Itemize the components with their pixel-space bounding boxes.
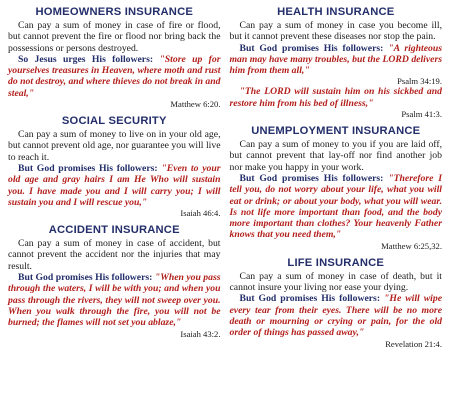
life-promise-label: But God promises His followers: bbox=[239, 293, 381, 305]
life-quote: "He will wipe every tear from their eyes. There will be no more death or mourning or crying or pain, for the old order of things has passed away," bbox=[229, 293, 443, 339]
health-promise-2 bbox=[230, 86, 443, 109]
homeowners-ref: Matthew 6:20. bbox=[170, 99, 221, 110]
homeowners-promise-label: So Jesus urges His followers: bbox=[18, 53, 154, 65]
health-quote-2: "The LORD will sustain him on his sickbed and restore him from his bed of illness," bbox=[229, 86, 442, 109]
accident-body: Can pay a sum of money in case of accident, but cannot prevent the accident nor the injuries that may result. bbox=[8, 238, 221, 272]
homeowners-promise bbox=[8, 54, 221, 99]
life-section bbox=[230, 257, 443, 349]
accident-title: ACCIDENT INSURANCE bbox=[48, 224, 180, 237]
health-title: HEALTH INSURANCE bbox=[277, 6, 395, 18]
accident-promise bbox=[8, 272, 221, 328]
health-promise-label: But God promises His followers: bbox=[239, 42, 384, 54]
social-title: SOCIAL SECURITY bbox=[61, 115, 167, 128]
unemployment-ref: Matthew 6:25,32. bbox=[381, 240, 442, 251]
health-promise bbox=[230, 43, 443, 77]
social-promise-label: But God promises His followers: bbox=[18, 162, 158, 174]
health-body: Can pay a sum of money in case you become ill, but it cannot prevent these diseases nor stop the pain. bbox=[229, 20, 442, 43]
health-quote: "A righteous man may have many troubles, but the LORD delivers him from them all," bbox=[229, 42, 443, 77]
life-promise bbox=[230, 293, 443, 338]
life-ref: Revelation 21:4. bbox=[385, 338, 442, 349]
accident-ref: Isaiah 43:2. bbox=[180, 328, 221, 339]
social-quote: "Even to your old age and gray hairs I am He Who will sustain you. I have made you and I will carry you; I will sustain you and I will rescue you," bbox=[8, 162, 221, 208]
homeowners-section bbox=[8, 6, 221, 109]
health-ref: Psalm 34:19. bbox=[397, 76, 442, 87]
accident-section bbox=[8, 224, 221, 338]
life-title: LIFE INSURANCE bbox=[287, 256, 385, 269]
unemployment-body: Can pay a sum of money to you if you are laid off, but cannot prevent that lay-off nor find another job nor make you happy in your work. bbox=[229, 139, 442, 173]
health-ref-2: Psalm 41:3. bbox=[401, 109, 442, 120]
unemployment-promise bbox=[230, 173, 443, 241]
homeowners-title: HOMEOWNERS INSURANCE bbox=[35, 6, 194, 18]
accident-promise-label: But God promises His followers: bbox=[18, 272, 153, 284]
unemployment-section bbox=[230, 125, 443, 251]
right-column bbox=[230, 6, 443, 414]
accident-quote: "When you pass through the waters, I will be with you; and when you pass through the rivers, they will not sweep over you. When you walk through the fire, you will not be burned; the flames will not set you ablaze," bbox=[8, 272, 221, 329]
unemployment-quote: "Therefore I tell you, do not worry about your life, what you will eat or drink; or about your body, what you will wear. Is not life more important than food, and the body more important than clothes? Your heavenly Father knows that you need them," bbox=[229, 172, 443, 241]
life-body: Can pay a sum of money in case of death, but it cannot insure your living nor ease your dying. bbox=[229, 270, 442, 294]
social-ref: Isaiah 46:4. bbox=[180, 208, 221, 219]
unemployment-title: UNEMPLOYMENT INSURANCE bbox=[251, 125, 421, 138]
unemployment-promise-label: But God promises His followers: bbox=[239, 172, 384, 184]
social-section bbox=[8, 115, 221, 218]
left-column bbox=[8, 6, 221, 414]
social-promise bbox=[8, 163, 221, 208]
homeowners-quote: "Store up for yourselves treasures in Heaven, where moth and rust do not destroy, and where thieves do not break in and steal," bbox=[8, 53, 221, 99]
homeowners-body: Can pay a sum of money in case of fire or flood, but cannot prevent the fire or flood nor bring back the possessions or persons destroyed. bbox=[8, 20, 221, 54]
social-body: Can pay a sum of money to live on in your old age, but cannot prevent old age, nor guarantee you will live to reach it. bbox=[8, 129, 221, 163]
health-section bbox=[230, 6, 443, 119]
